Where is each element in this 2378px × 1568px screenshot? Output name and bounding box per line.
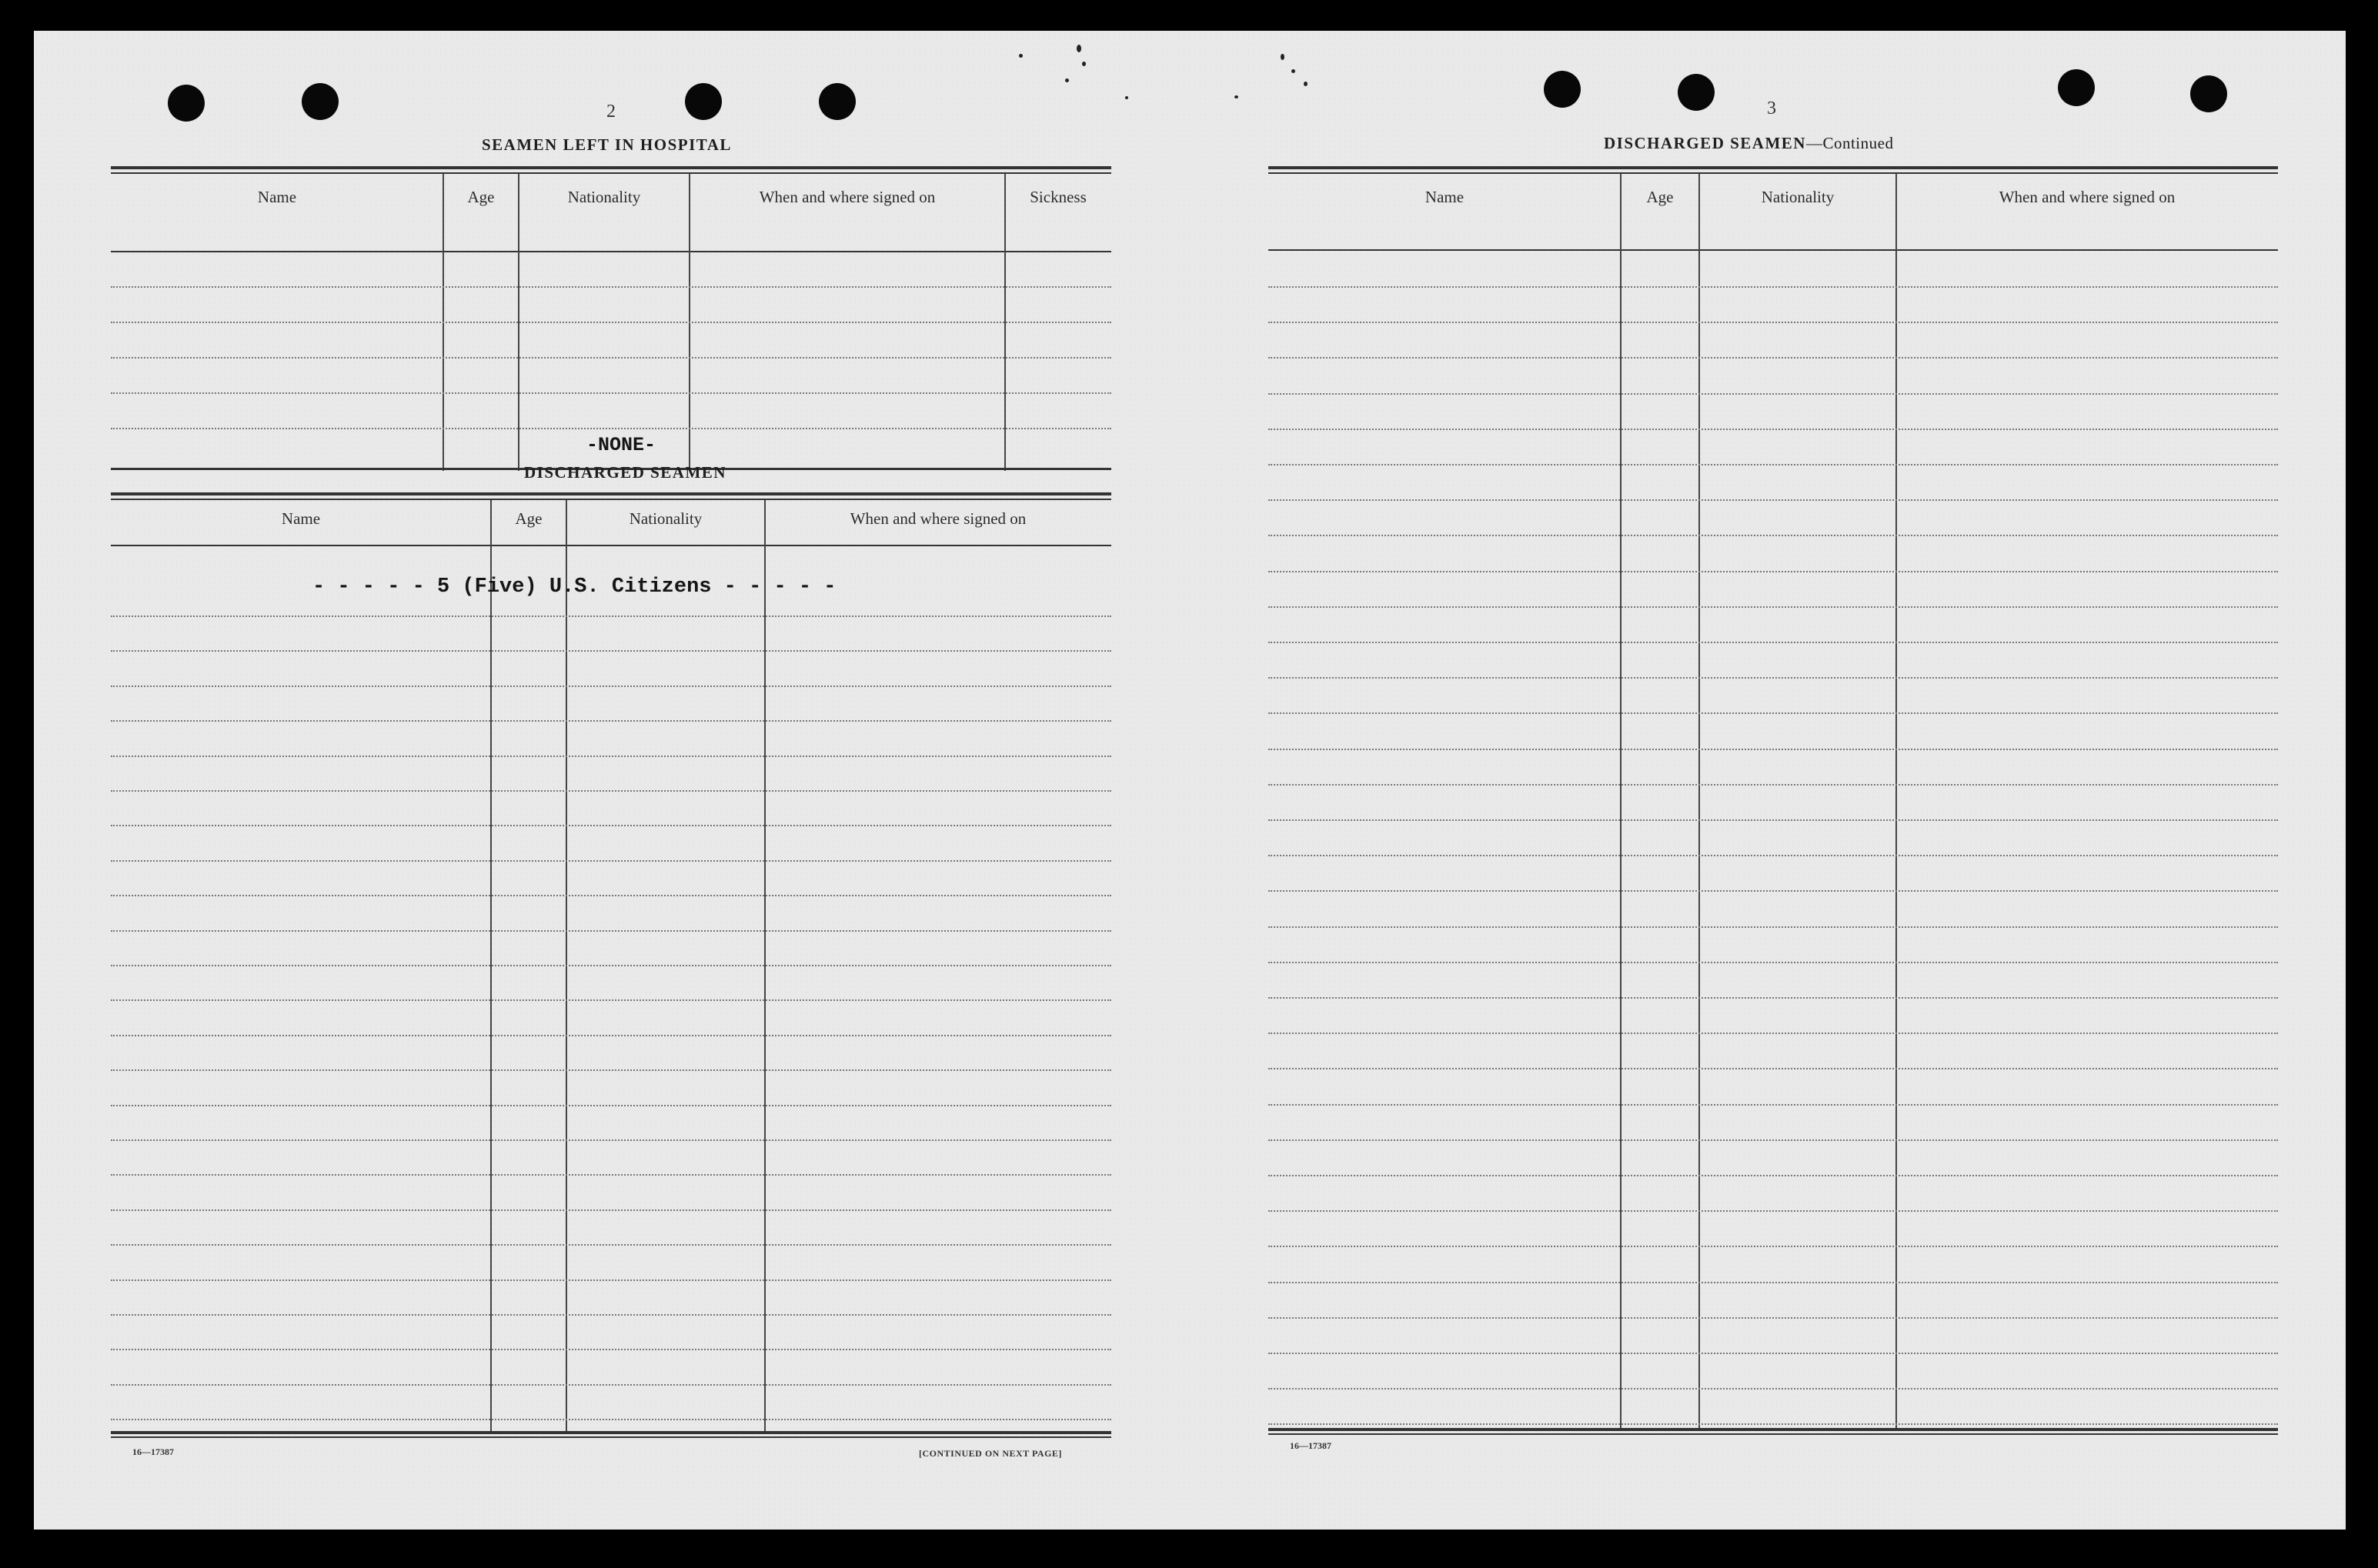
entry-line [111, 1384, 1111, 1386]
entry-line [111, 1209, 1111, 1211]
scan-speck [1281, 54, 1284, 60]
column-header: Age [1646, 188, 1674, 206]
scan-speck [1304, 82, 1308, 86]
entry-line [111, 286, 1111, 288]
table-bottom-rule [111, 1431, 1111, 1434]
entry-line [1268, 357, 2278, 359]
entry-line [1268, 1033, 2278, 1034]
title-main: DISCHARGED SEAMEN [1604, 134, 1806, 152]
column-header: Name [257, 188, 297, 206]
entry-line [1268, 890, 2278, 892]
entry-line [1268, 1423, 2278, 1425]
page-number: 3 [1767, 98, 1776, 118]
entry-line [1268, 1175, 2278, 1176]
entry-line [1268, 1210, 2278, 1212]
entry-line [1268, 642, 2278, 643]
punch-hole [302, 83, 339, 120]
column-header: Name [281, 509, 321, 528]
entry-line [111, 930, 1111, 932]
column-header: Age [515, 509, 543, 528]
entry-line [1268, 464, 2278, 465]
punch-hole [2058, 69, 2095, 106]
entry-line [111, 1105, 1111, 1106]
entry-line [1268, 1388, 2278, 1390]
form-code: 16—17387 [132, 1446, 174, 1457]
discharged-section-title: DISCHARGED SEAMEN [524, 463, 726, 482]
punch-hole [2190, 75, 2227, 112]
entry-line [111, 1279, 1111, 1281]
entry-line [111, 790, 1111, 792]
title-suffix: —Continued [1805, 134, 1894, 152]
entry-line [111, 322, 1111, 323]
column-rule [1895, 174, 1897, 1428]
entry-line [111, 825, 1111, 826]
table-top-rule [111, 166, 1111, 169]
column-header: When and where signed on [850, 509, 1027, 528]
entry-line [111, 895, 1111, 896]
table-bottom-rule [1268, 1428, 2278, 1431]
entry-line [111, 1244, 1111, 1246]
entry-line [1268, 286, 2278, 288]
entry-line [1268, 1139, 2278, 1141]
entry-line [1268, 1104, 2278, 1106]
entry-line [1268, 677, 2278, 679]
entry-line [111, 1314, 1111, 1316]
entry-line [111, 1069, 1111, 1071]
column-header: When and where signed on [759, 188, 936, 206]
hospital-section-title: SEAMEN LEFT IN HOSPITAL [482, 135, 732, 154]
scan-speck [1291, 69, 1295, 73]
column-rule [1698, 174, 1700, 1428]
column-header: Age [467, 188, 495, 206]
punch-hole [685, 83, 722, 120]
entry-line [1268, 997, 2278, 999]
entry-line [111, 1174, 1111, 1176]
column-header: Nationality [1761, 188, 1835, 206]
entry-line [1268, 749, 2278, 750]
entry-line [111, 686, 1111, 687]
scan-speck [1019, 54, 1023, 58]
column-header: Name [1424, 188, 1465, 206]
discharged-continued-title [1604, 134, 1893, 153]
entry-line [1268, 819, 2278, 821]
entry-line [1268, 712, 2278, 714]
table-bottom-rule [111, 1436, 1111, 1438]
entry-line [1268, 962, 2278, 963]
entry-line [1268, 926, 2278, 928]
entry-line [111, 999, 1111, 1001]
punch-hole [819, 83, 856, 120]
entry-line [1268, 1282, 2278, 1283]
entry-line [1268, 1068, 2278, 1069]
header-rule [111, 251, 1111, 252]
header-rule [111, 545, 1111, 546]
entry-line [1268, 393, 2278, 395]
table-top-rule [111, 499, 1111, 500]
discharged-continued-table [1268, 166, 2278, 1436]
entry-line [1268, 855, 2278, 856]
entry-line [1268, 1353, 2278, 1354]
entry-line [1268, 784, 2278, 786]
entry-line [1268, 1317, 2278, 1319]
table-top-rule [1268, 166, 2278, 169]
entry-line [111, 860, 1111, 862]
scan-speck [1234, 95, 1238, 98]
column-rule [1620, 174, 1622, 1428]
entry-line [111, 756, 1111, 757]
punch-hole [1544, 71, 1581, 108]
entry-line [111, 428, 1111, 429]
continued-note: [CONTINUED ON NEXT PAGE] [919, 1448, 1062, 1459]
document-sheet [34, 31, 2346, 1530]
entry-line [1268, 535, 2278, 536]
table-top-rule [111, 492, 1111, 495]
entry-line [1268, 571, 2278, 572]
scan-speck [1077, 45, 1081, 52]
entry-line [1268, 606, 2278, 608]
punch-hole [168, 85, 205, 122]
column-header: Nationality [629, 509, 703, 528]
entry-line [111, 965, 1111, 966]
entry-line [111, 1349, 1111, 1350]
hospital-entry-none: -NONE- [586, 434, 656, 456]
table-top-rule [111, 172, 1111, 174]
entry-line [111, 1035, 1111, 1036]
hospital-table [111, 166, 1111, 471]
discharged-table [111, 492, 1111, 1442]
entry-line [1268, 429, 2278, 430]
table-top-rule [1268, 172, 2278, 174]
entry-line [111, 616, 1111, 617]
scan-speck [1065, 78, 1069, 82]
scan-speck [1125, 96, 1128, 99]
column-header: When and where signed on [1999, 188, 2176, 206]
entry-line [111, 1419, 1111, 1420]
form-code: 16—17387 [1290, 1440, 1331, 1451]
header-rule [1268, 249, 2278, 251]
table-bottom-rule [1268, 1433, 2278, 1435]
entry-line [1268, 1246, 2278, 1247]
entry-line [111, 720, 1111, 722]
discharged-entry: - - - - - 5 (Five) U.S. Citizens - - - - - [312, 575, 837, 599]
entry-line [111, 650, 1111, 652]
column-header: Sickness [1030, 188, 1087, 206]
entry-line [1268, 322, 2278, 323]
entry-line [111, 1139, 1111, 1141]
column-header: Nationality [567, 188, 641, 206]
entry-line [111, 392, 1111, 394]
page-number: 2 [606, 102, 616, 122]
punch-hole [1678, 74, 1715, 111]
scan-speck [1082, 62, 1086, 66]
entry-line [111, 357, 1111, 359]
entry-line [1268, 499, 2278, 501]
